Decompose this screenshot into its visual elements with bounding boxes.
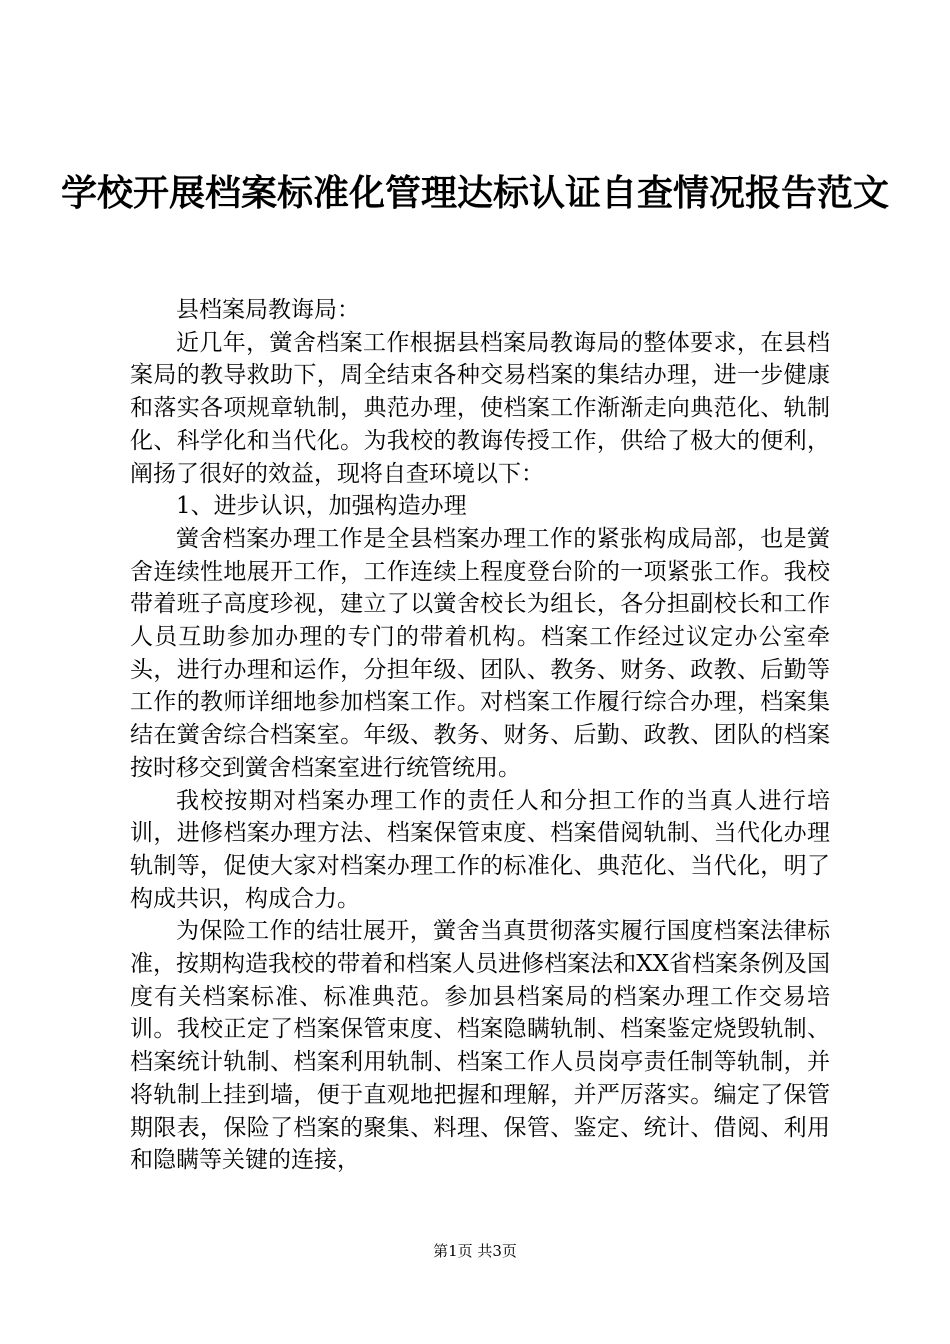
paragraph-organization: 黉舍档案办理工作是全县档案办理工作的紧张构成局部，也是黉舍连续性地展开工作，工作连续上程度登台阶的一项紧张工作。我校带着班子高度珍视，建立了以黉舍校长为组长，各分担副校长和工作人员互助参加办理的专门的带着机构。档案工作经过议定办公室牵头，进行办理和运作，分担年级、团队、教务、财务、政教、后勤等工作的教师详细地参加档案工作。对档案工作履行综合办理，档案集结在黉舍综合档案室。年级、教务、财务、后勤、政教、团队的档案按时移交到黉舍档案室进行统管统用。 <box>130 525 830 781</box>
document-body <box>130 294 830 1177</box>
section-heading: 1、进步认识，加强构造办理 <box>176 493 467 520</box>
paragraph-intro: 近几年，黉舍档案工作根据县档案局教诲局的整体要求，在县档案局的教导救助下，周全结束各种交易档案的集结办理，进一步健康和落实各项规章轨制，典范办理，使档案工作渐渐走向典范化、轨制化、科学化和当代化。为我校的教诲传授工作，供给了极大的便利，阐扬了很好的效益，现将自查环境以下： <box>130 329 830 487</box>
paragraph-regulations: 为保险工作的结壮展开，黉舍当真贯彻落实履行国度档案法律标准，按期构造我校的带着和档案人员进修档案法和XX省档案条例及国度有关档案标准、标准典范。参加县档案局的档案办理工作交易培训。我校正定了档案保管束度、档案隐瞒轨制、档案鉴定烧毁轨制、档案统计轨制、档案利用轨制、档案工作人员岗亭责任制等轨制，并将轨制上挂到墙，便于直观地把握和理解，并严厉落实。编定了保管期限表，保险了档案的聚集、料理、保管、鉴定、统计、借阅、利用和隐瞒等关键的连接， <box>130 918 830 1174</box>
page-footer: 第1页 共3页 <box>433 1242 517 1260</box>
paragraph-training: 我校按期对档案办理工作的责任人和分担工作的当真人进行培训，进修档案办理方法、档案保管束度、档案借阅轨制、当代化办理轨制等，促使大家对档案办理工作的标准化、典范化、当代化，明了构成共识，构成合力。 <box>130 787 830 912</box>
document-title: 学校开展档案标准化管理达标认证自查情况报告范文 <box>60 172 889 214</box>
salutation: 县档案局教诲局： <box>176 297 360 323</box>
